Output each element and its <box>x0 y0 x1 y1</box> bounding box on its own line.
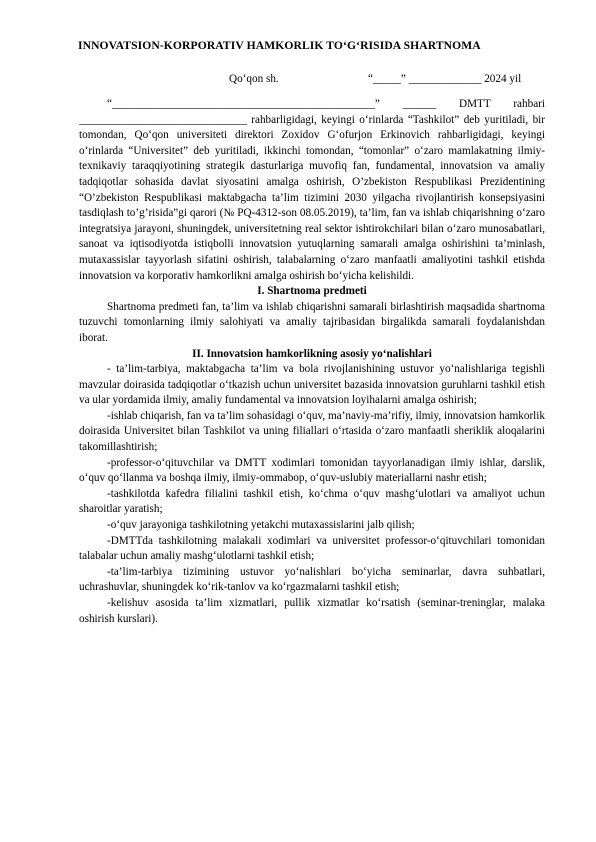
date-text: “_____” _____________ 2024 yil <box>368 73 522 85</box>
section-1-heading: I. Shartnoma predmeti <box>257 285 367 298</box>
section-2-item: -ishlab chiqarish, fan va ta’lim sohasidagi o‘quv, ma’naviy-ma’rifiy, ilmiy, innovatsion hamkorlik doirasida Universitet bilan Tashkilot va uning filiallari o‘rtasida o‘zaro manfaatli sheriklik aloqalarini takomillashtirish; <box>79 409 545 454</box>
section-2-heading: II. Innovatsion hamkorlikning asosiy yo‘nalishlari <box>192 347 432 360</box>
section-2-item: -tashkilotda kafedra filialini tashkil etish, ko‘chma o‘quv mashg‘ulotlari va amaliyot uchun sharoitlar yaratish; <box>79 487 545 516</box>
document-body <box>79 97 545 627</box>
preamble-paragraph: “_______________________________________________” ______ DMTT rahbari ______________________________ rahbarligidagi, keyingi o‘rinlarda “Tashkilot” deb yuritiladi, bir tomondan, Qo‘qon universiteti direktori Zoxidov G‘ofurjon Erkinovich rahbarligidagi, keyingi o‘rinlarda “Universitet” deb yuritiladi, ikkinchi tomondan, “tomonlar” o‘zaro mamlakatning ilmiy-texnikaviy taraqqiyotining strategik dasturlariga muvofiq fan, fundamental, innovatsion va amaliy tadqiqotlar sohasida davlat siyosatini amalga oshirish, O’zbekiston Respublikasi Prezidentining “O’zbekiston Respublikasi maktabgacha ta’lim tizimini 2030 yilgacha rivojlantirish konsepsiyasini tasdiqlash to’g’risida”gi qarori (№ PQ-4312-son 08.05.2019), ta’lim, fan va ishlab chiqarishning o‘zaro integratsiya jarayoni, shuningdek, universitetning real sektor ishtirokchilari bilan o‘zaro munosabatlari, sanoat va iqtisodiyotda istiqbolli innovatsion yutuqlarning samarali amalga oshirishini ta’minlash, mutaxassislar tayyorlash sifatini oshirish, talabalarning o‘zaro manfaatli amaliyotini tashkil etishda innovatsion va korporativ hamkorlikni amalga oshirish bo‘yicha kelishildi. <box>79 98 545 282</box>
section-2-item: -DMTTda tashkilotning malakali xodimlari va universitet professor-o‘qituvchilari tomonidan talabalar uchun amaliy mashg‘ulotlarni tashkil etish; <box>79 534 545 563</box>
section-2-item: -kelishuv asosida ta’lim xizmatlari, pullik xizmatlar ko‘rsatish (seminar-treninglar, malaka oshirish kurslari). <box>79 597 545 625</box>
document-title: INNOVATSION-KORPORATIV HAMKORLIK TO‘G‘RISIDA SHARTNOMA <box>78 39 481 52</box>
section-2-item: -o‘quv jarayoniga tashkilotning yetakchi mutaxassislarini jalb qilish; <box>107 519 415 532</box>
section-2-item: - ta’lim-tarbiya, maktabgacha ta’lim va bola rivojlanishining ustuvor yo‘nalishlariga tegishli mavzular doirasida tadqiqotlar o‘tkazish uchun universitet bazasida innovatsion guruhlarni tashkil etish va ular yordamida ilmiy, amaliy fundamental va innovatsion loyihalarni amalga oshirish; <box>79 363 545 407</box>
section-2-item: -professor-o‘qituvchilar va DMTT xodimlari tomonidan tayyorlanadigan ilmiy ishlar, darslik, o‘quv qo‘llanma va boshqa ilmiy, ilmiy-ommabop, o‘quv-uslubiy materiallarni nashr etish; <box>79 456 545 485</box>
place-text: Qo‘qon sh. <box>229 73 279 85</box>
section-1-paragraph: Shartnoma predmeti fan, ta’lim va ishlab chiqarishni samarali birlashtirish maqsadida shartnoma tuzuvchi tomonlarning ilmiy salohiyati va amaliy tajribasidan birgalikda samarali foydalanishdan iborat. <box>79 300 545 344</box>
section-2-item: -ta’lim-tarbiya tizimining ustuvor yo‘nalishlari bo‘yicha seminarlar, davra suhbatlari, uchrashuvlar, shuningdek ko‘rik-tanlov va ko‘rgazmalarni tashkil etish; <box>79 565 545 594</box>
